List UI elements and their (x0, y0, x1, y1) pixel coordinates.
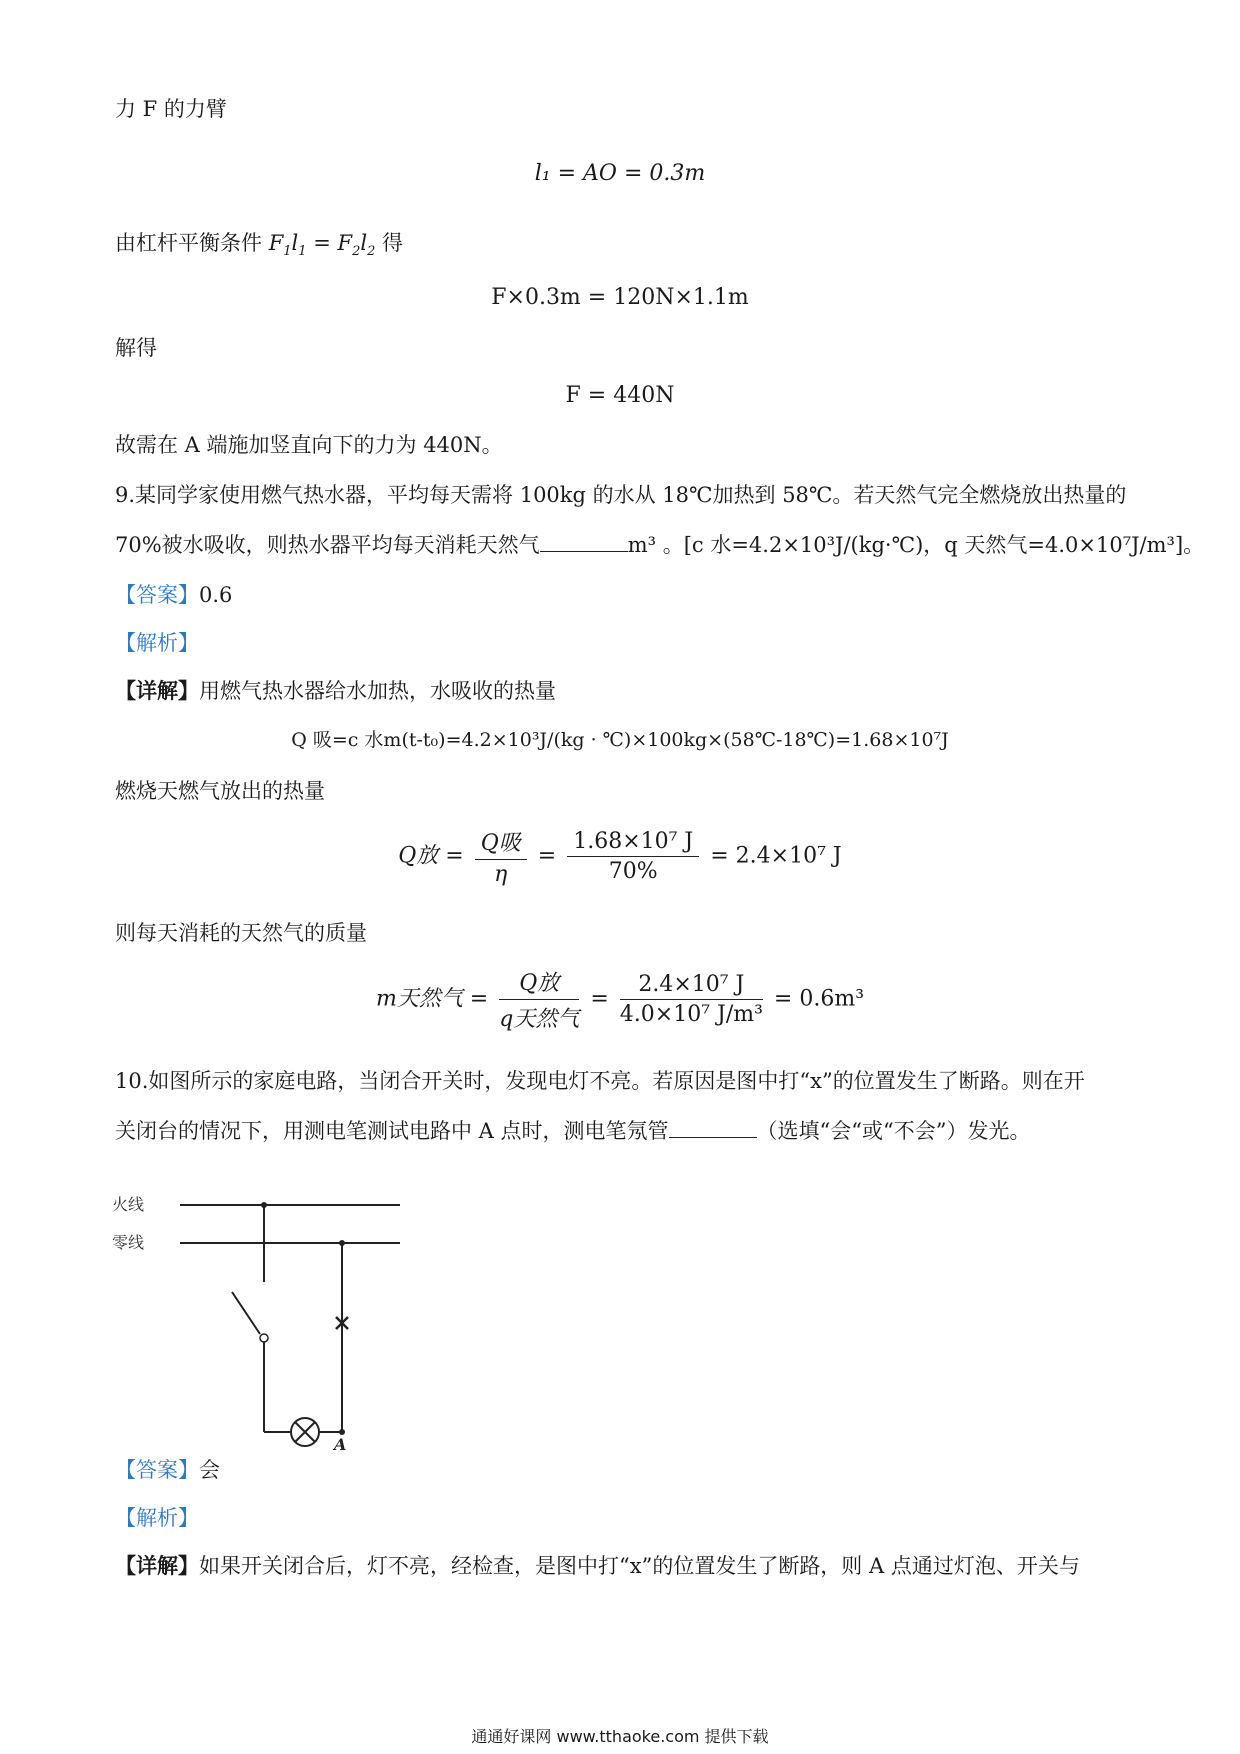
formula-heat-released: Q放 = $\frac{\text{Q吸}}{\eta}$ = $\frac{\text{1.68×10⁷ J}}{70\%}$ = 2.4×10⁷ J (0, 826, 1240, 887)
fraction (620, 972, 763, 1027)
lever-condition-formula: $F_1l_1 = F_2l_2$ (268, 231, 376, 260)
formula-lhs: m天然气 = (375, 986, 489, 1012)
formula-gas-mass: m天然气 = $\frac{\text{Q放}}{\text{q天然气}}$ = $\frac{\text{2.4×10⁷ J}}{\text{4.0×10⁷ J/m³}}$ = 0.6m³ (0, 966, 1240, 1033)
detail-tag: 【详解】 (115, 678, 199, 703)
analysis-10 (115, 1503, 199, 1533)
text: 由杠杆平衡条件 (115, 231, 262, 255)
answer-9 (115, 580, 232, 610)
answer-value: 0.6 (199, 583, 233, 607)
answer-tag: 【答案】 (115, 583, 199, 607)
answer-10 (115, 1455, 220, 1485)
text: 得 (382, 231, 404, 255)
formula-heat-absorbed (0, 724, 1240, 756)
denominator: 70% (608, 859, 658, 884)
household-circuit-diagram (110, 1180, 420, 1450)
denominator: q天然气 (499, 1007, 580, 1032)
formula-result (0, 380, 1240, 412)
numerator: Q吸 (475, 826, 527, 860)
formula-text: F×0.3m = 120N×1.1m (491, 285, 749, 310)
question-9-line2 (115, 530, 1204, 560)
text: m³ 。[c 水=4.2×10³J/(kg·℃)，q 天然气=4.0×10⁷J/m³]。 (627, 533, 1205, 557)
text: 则每天消耗的天然气的质量 (115, 921, 367, 945)
formula-result: = 0.6m³ (773, 986, 865, 1012)
point-a-label: A (334, 1435, 347, 1450)
text: 力 F 的力臂 (115, 97, 227, 121)
formula-lhs: Q放 = (398, 843, 464, 869)
numerator: Q放 (499, 966, 579, 1000)
formula-text: F = 440N (565, 383, 675, 408)
formula-text: Q 吸=c 水m(t-t₀)=4.2×10³J/(kg · ℃)×100kg×(58℃-18℃)=1.68×10⁷J (291, 729, 949, 751)
text: 用燃气热水器给水加热，水吸收的热量 (199, 679, 556, 703)
text: （选填“会“或“不会”）发光。 (756, 1119, 1031, 1143)
formula-result: = 2.4×10⁷ J (710, 843, 842, 869)
answer-blank (540, 533, 628, 552)
text: 9.某同学家使用燃气热水器，平均每天需将 100kg 的水从 18℃加热到 58℃。若天然气完全燃烧放出热量的 (115, 483, 1127, 507)
switch-contact (260, 1334, 268, 1342)
switch-blade (232, 1292, 260, 1334)
fraction (567, 829, 699, 884)
formula-lever-arm (0, 158, 1240, 190)
page-footer (0, 1724, 1240, 1747)
formula-text: l₁ = AO = 0.3m (534, 161, 706, 186)
numerator: 1.68×10⁷ J (567, 829, 699, 857)
lamp-icon (291, 1418, 319, 1446)
text: 故需在 A 端施加竖直向下的力为 440N。 (115, 433, 503, 457)
text-line-solve (115, 333, 157, 363)
analysis-9 (115, 628, 199, 658)
text: 10.如图所示的家庭电路，当闭合开关时，发现电灯不亮。若原因是图中打“x”的位置发生了断路。则在开 (115, 1069, 1085, 1093)
text-burn-heat (115, 776, 325, 806)
text: 关闭台的情况下，用测电笔测试电路中 A 点时，测电笔氖管 (115, 1119, 669, 1143)
denominator: η (494, 862, 508, 887)
fraction (475, 826, 527, 887)
question-10-line1 (115, 1066, 1085, 1096)
fraction (499, 966, 579, 1033)
answer-value: 会 (199, 1458, 220, 1482)
formula-substitution (0, 282, 1240, 314)
denominator: 4.0×10⁷ J/m³ (619, 1002, 763, 1027)
question-10-line2 (115, 1116, 1030, 1146)
detail-9 (115, 676, 556, 706)
answer-tag: 【答案】 (115, 1458, 199, 1482)
answer-blank (669, 1119, 757, 1138)
analysis-tag: 【解析】 (115, 1506, 199, 1530)
text-line-lever-condition (115, 228, 403, 267)
text: 如果开关闭合后，灯不亮，经检查，是图中打“x”的位置发生了断路，则 A 点通过灯泡、开关与 (199, 1554, 1080, 1578)
text-line-force-arm (115, 94, 227, 124)
numerator: 2.4×10⁷ J (620, 972, 763, 1000)
analysis-tag: 【解析】 (115, 631, 199, 655)
live-wire-label: 火线 (112, 1195, 145, 1214)
question-9-line1 (115, 480, 1126, 510)
text: 解得 (115, 336, 157, 360)
text-line-conclusion (115, 430, 503, 460)
footer-text: 通通好课网 www.tthaoke.com 提供下载 (471, 1727, 769, 1746)
detail-tag: 【详解】 (115, 1553, 199, 1578)
detail-10 (115, 1551, 1080, 1581)
text: 燃烧天燃气放出的热量 (115, 779, 325, 803)
text-gas-mass (115, 918, 367, 948)
neutral-wire-label: 零线 (112, 1233, 145, 1252)
text: 70%被水吸收，则热水器平均每天消耗天然气 (115, 533, 540, 557)
